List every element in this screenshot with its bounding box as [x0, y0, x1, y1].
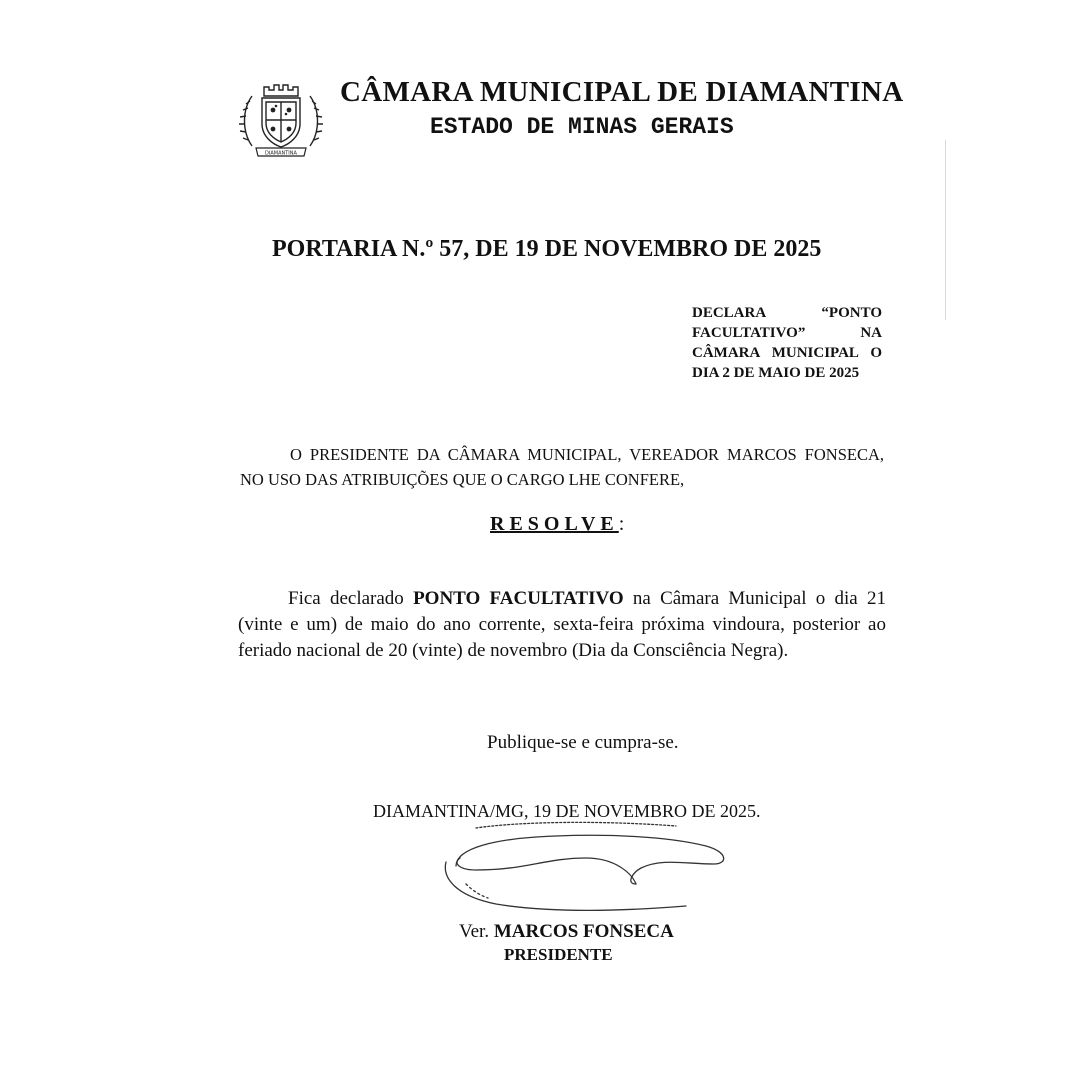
preamble-text: O PRESIDENTE DA CÂMARA MUNICIPAL, VEREADOR MARCOS FONSECA, NO USO DAS ATRIBUIÇÕES QUE O CARGO LHE CONFERE, — [240, 445, 884, 489]
resolve-colon: : — [618, 513, 625, 535]
place-and-date: DIAMANTINA/MG, 19 DE NOVEMBRO DE 2025. — [373, 801, 761, 821]
resolve-heading — [490, 513, 624, 536]
resolve-word: RESOLVE — [490, 513, 619, 535]
signer-role: PRESIDENTE — [504, 945, 613, 964]
body-prefix: Fica declarado — [288, 588, 414, 609]
resolution-body — [238, 586, 886, 664]
coat-of-arms-icon — [238, 76, 324, 162]
scan-edge-line — [945, 140, 946, 320]
signer-name — [459, 921, 674, 943]
signer-prefix: Ver. — [459, 921, 494, 942]
document-title: PORTARIA N.º 57, DE 19 DE NOVEMBRO DE 2025 — [272, 236, 822, 262]
signature-image — [436, 818, 736, 918]
org-name: CÂMARA MUNICIPAL DE DIAMANTINA — [340, 76, 904, 108]
ementa-summary: DECLARA “PONTO FACULTATIVO” NA CÂMARA MUNICIPAL O DIA 2 DE MAIO DE 2025 — [692, 305, 882, 381]
closing-formula: Publique-se e cumpra-se. — [487, 732, 679, 753]
body-highlight: PONTO FACULTATIVO — [413, 588, 624, 609]
signer-name-bold: MARCOS FONSECA — [493, 921, 674, 942]
svg-text:DIAMANTINA: DIAMANTINA — [265, 150, 297, 157]
body-suffix: na Câmara Municipal o dia 21 (vinte e um) de maio do ano corrente, sexta-feira próxima vindoura, posterior ao feriado nacional de 20 (vinte) de novembro (Dia da Consciência Negra). — [238, 588, 886, 661]
org-state: ESTADO DE MINAS GERAIS — [430, 114, 734, 140]
